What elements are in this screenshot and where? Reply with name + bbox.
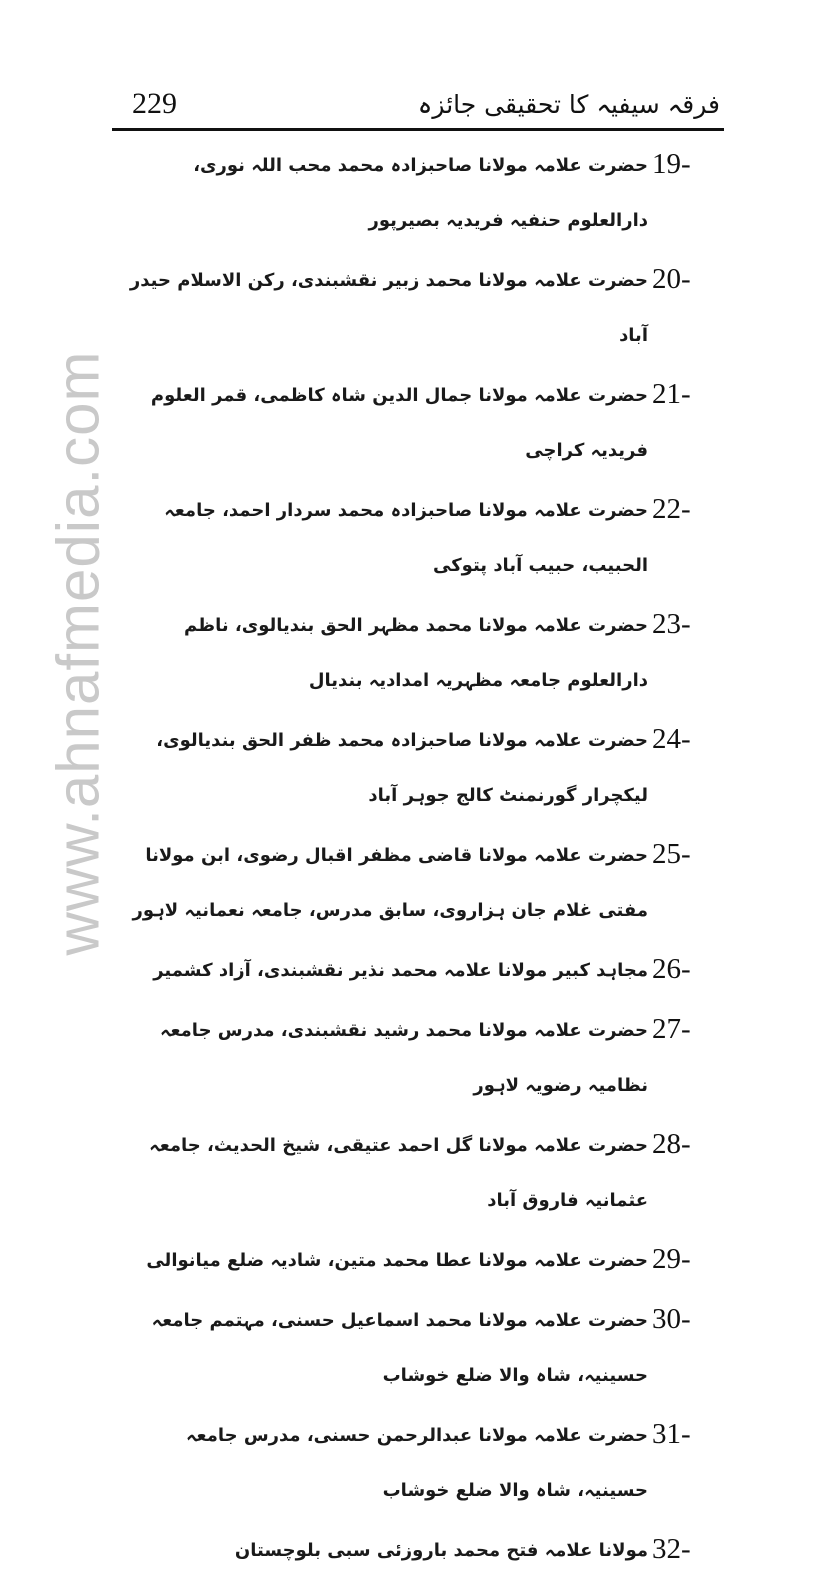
list-item <box>112 1003 724 1113</box>
list-item <box>112 1523 724 1578</box>
item-text: حضرت علامہ مولانا قاضی مظفر اقبال رضوی، ابن مولانا مفتی غلام جان ہزاروی، سابق مدرس، جامعہ نعمانیہ لاہور <box>132 845 648 921</box>
item-number: 31- <box>652 1418 691 1450</box>
list-item <box>112 1233 724 1288</box>
list-item <box>112 943 724 998</box>
item-text: حضرت علامہ مولانا صاحبزادہ محمد محب اللہ نوری، دارالعلوم حنفیہ فریدیہ بصیرپور <box>193 155 648 231</box>
item-text: حضرت علامہ مولانا صاحبزادہ محمد ظفر الحق بندیالوی، لیکچرار گورنمنٹ کالج جوہر آباد <box>156 730 648 806</box>
item-text: حضرت علامہ مولانا صاحبزادہ محمد سردار احمد، جامعہ الحبیب، حبیب آباد پتوکی <box>164 500 648 576</box>
item-number: 21- <box>652 378 691 410</box>
item-number: 25- <box>652 838 691 870</box>
list-item <box>112 368 724 478</box>
item-text: حضرت علامہ مولانا محمد مظہر الحق بندیالوی، ناظم دارالعلوم جامعہ مظہریہ امدادیہ بندیال <box>184 615 648 691</box>
item-number: 30- <box>652 1303 691 1335</box>
item-number: 24- <box>652 723 691 755</box>
list-item <box>112 1118 724 1228</box>
page-header <box>112 84 724 126</box>
header-divider <box>112 128 724 131</box>
item-text: حضرت علامہ مولانا جمال الدین شاہ کاظمی، قمر العلوم فریدیہ کراچی <box>150 385 648 461</box>
item-number: 29- <box>652 1243 691 1275</box>
item-number: 19- <box>652 148 691 180</box>
item-text: مجاہد کبیر مولانا علامہ محمد نذیر نقشبندی، آزاد کشمیر <box>153 960 648 981</box>
item-number: 20- <box>652 263 691 295</box>
item-number: 22- <box>652 493 691 525</box>
list-item <box>112 828 724 938</box>
page-number: 229 <box>132 87 177 120</box>
list-item <box>112 713 724 823</box>
item-number: 27- <box>652 1013 691 1045</box>
list-item <box>112 253 724 363</box>
item-number: 32- <box>652 1533 691 1565</box>
item-text: مولانا علامہ فتح محمد باروزئی سبی بلوچستان <box>234 1540 648 1561</box>
names-list <box>112 138 724 1583</box>
item-text: حضرت علامہ مولانا محمد اسماعیل حسنی، مہتمم جامعہ حسینیہ، شاہ والا ضلع خوشاب <box>151 1310 648 1386</box>
list-item <box>112 598 724 708</box>
item-number: 23- <box>652 608 691 640</box>
watermark-text: www.ahnafmedia.com <box>44 350 112 956</box>
item-text: حضرت علامہ مولانا عبدالرحمن حسنی، مدرس جامعہ حسینیہ، شاہ والا ضلع خوشاب <box>185 1425 648 1501</box>
item-number: 26- <box>652 953 691 985</box>
list-item <box>112 483 724 593</box>
list-item <box>112 1293 724 1403</box>
item-text: حضرت علامہ مولانا محمد رشید نقشبندی، مدرس جامعہ نظامیہ رضویہ لاہور <box>159 1020 648 1096</box>
item-text: حضرت علامہ مولانا محمد زبیر نقشبندی، رکن الاسلام حیدر آباد <box>129 270 648 346</box>
list-item <box>112 138 724 248</box>
running-title: فرقہ سیفیہ کا تحقیقی جائزہ <box>417 90 720 119</box>
item-text: حضرت علامہ مولانا گل احمد عتیقی، شیخ الحدیث، جامعہ عثمانیہ فاروق آباد <box>149 1135 648 1211</box>
item-text: حضرت علامہ مولانا عطا محمد متین، شادیہ ضلع میانوالی <box>146 1250 648 1271</box>
item-number: 28- <box>652 1128 691 1160</box>
list-item <box>112 1408 724 1518</box>
